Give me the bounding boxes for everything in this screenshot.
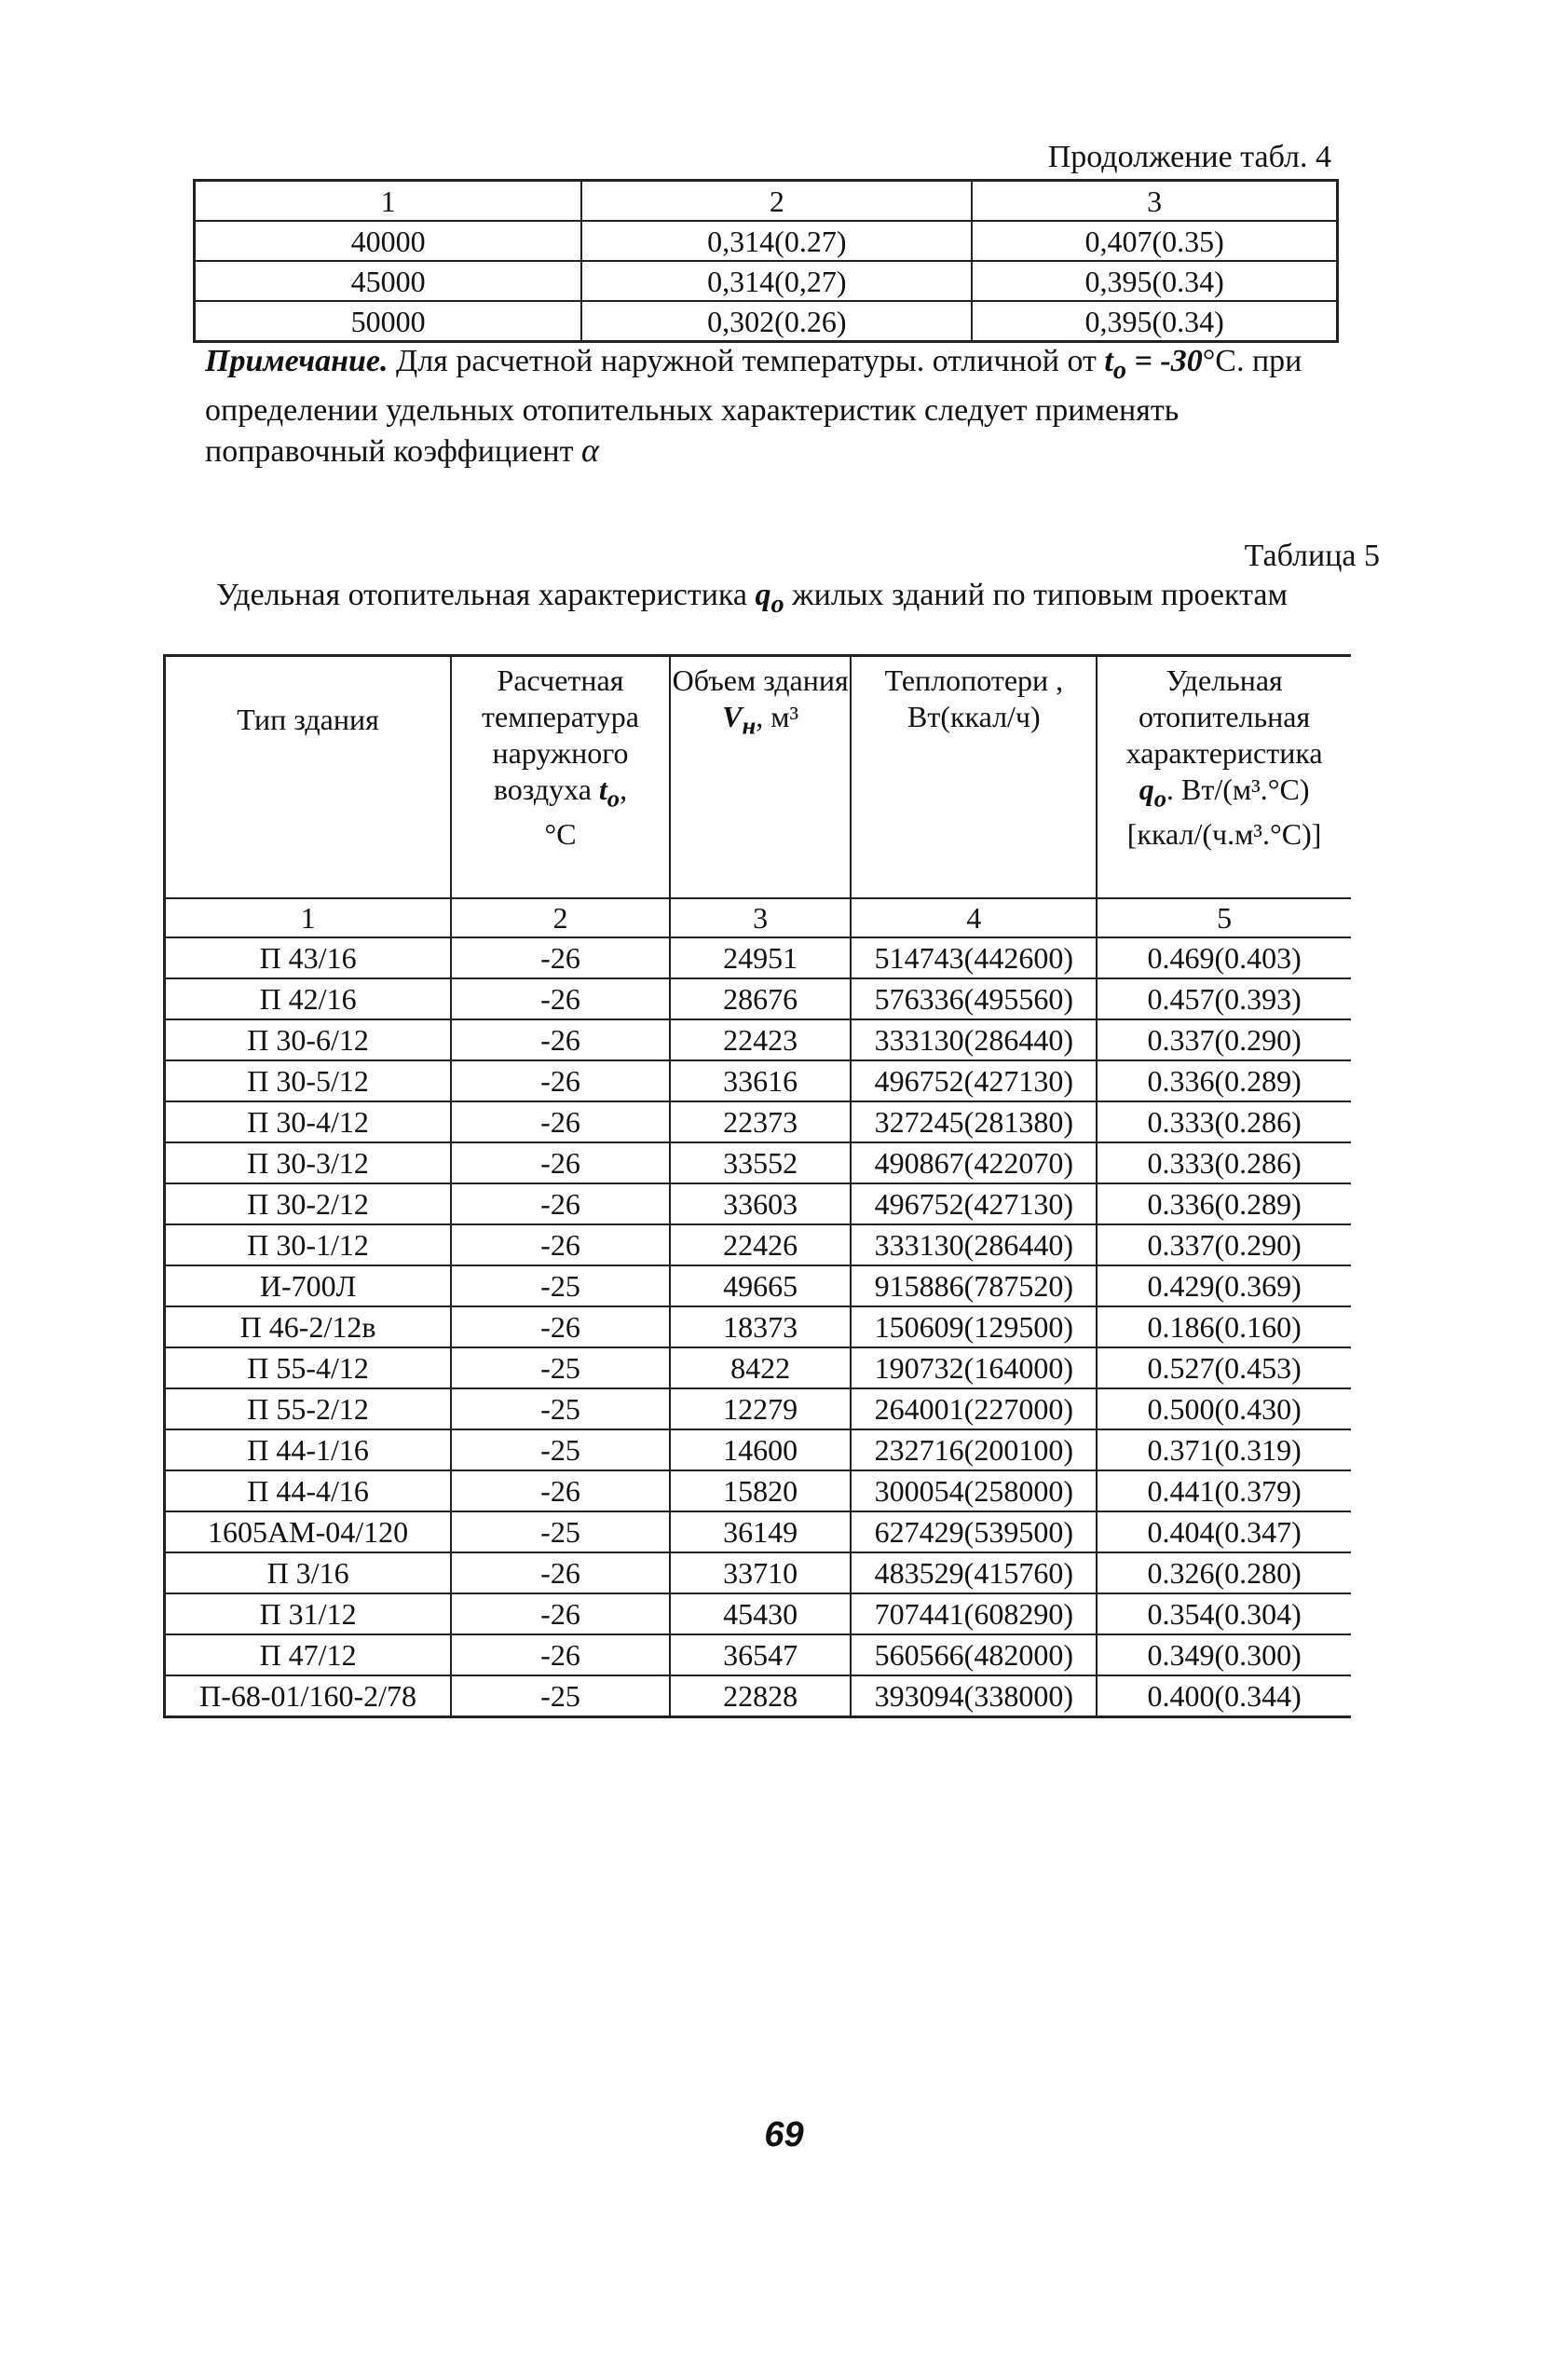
table-cell: 0,302(0.26) <box>581 301 972 342</box>
table-cell: П 3/16 <box>165 1552 452 1593</box>
table-cell: П 46-2/12в <box>165 1306 452 1347</box>
table-cell: 0.457(0.393) <box>1097 978 1351 1019</box>
table-cell: 50000 <box>195 301 582 342</box>
table-row <box>165 1429 1352 1470</box>
header-text: Удельная отопительная характеристика <box>1125 663 1323 770</box>
table-cell: -26 <box>451 1470 670 1511</box>
table-cell: 45000 <box>195 261 582 301</box>
table-cell: 915886(787520) <box>851 1265 1097 1306</box>
header-specific-heating-characteristic <box>1097 656 1351 899</box>
table-cell: 33616 <box>670 1060 852 1101</box>
table-cell: 560566(482000) <box>851 1634 1097 1675</box>
table-cell: П 42/16 <box>165 978 452 1019</box>
table-row <box>165 1634 1352 1675</box>
table-cell: 36149 <box>670 1511 852 1552</box>
note-value: = -30 <box>1126 344 1203 378</box>
header-building-type: Тип здания <box>165 656 452 899</box>
table-cell: И-700Л <box>165 1265 452 1306</box>
table-cell: П 30-3/12 <box>165 1142 452 1183</box>
table-row <box>165 1347 1352 1388</box>
table-cell: 22373 <box>670 1101 852 1142</box>
table-row <box>165 1060 1352 1101</box>
table-cell: 300054(258000) <box>851 1470 1097 1511</box>
table-cell: -25 <box>451 1265 670 1306</box>
table-row <box>195 301 1338 342</box>
table-4-note <box>205 341 1351 472</box>
header-outdoor-temperature: Расчетная температура наружного воздуха $t_o$, °С <box>451 656 670 899</box>
table-row <box>165 1142 1352 1183</box>
table-cell: -26 <box>451 1306 670 1347</box>
table-4-continuation <box>193 179 1339 343</box>
table-cell: 14600 <box>670 1429 852 1470</box>
table-cell: 0.527(0.453) <box>1097 1347 1351 1388</box>
table-cell: 12279 <box>670 1388 852 1429</box>
table-cell: 0,395(0.34) <box>972 261 1337 301</box>
table-cell: -26 <box>451 978 670 1019</box>
column-number: 1 <box>165 898 452 937</box>
table-cell: 496752(427130) <box>851 1183 1097 1224</box>
table-row <box>165 1388 1352 1429</box>
table-cell: 514743(442600) <box>851 937 1097 978</box>
header-text: Расчетная температура наружного воздуха <box>482 663 639 806</box>
table-cell: -25 <box>451 1511 670 1552</box>
table-cell: 45430 <box>670 1593 852 1634</box>
table-cell: -25 <box>451 1388 670 1429</box>
table-cell: 0.469(0.403) <box>1097 937 1351 978</box>
table-cell: 1605АМ-04/120 <box>165 1511 452 1552</box>
table-cell: 33552 <box>670 1142 852 1183</box>
table-row <box>165 937 1352 978</box>
table-cell: 22423 <box>670 1019 852 1060</box>
page-number: 69 <box>764 2115 804 2154</box>
table-row <box>165 1224 1352 1265</box>
table-cell: 0.500(0.430) <box>1097 1388 1351 1429</box>
table-cell: П 31/12 <box>165 1593 452 1634</box>
table-cell: 333130(286440) <box>851 1224 1097 1265</box>
table-cell: -26 <box>451 1060 670 1101</box>
table-cell: 0.337(0.290) <box>1097 1224 1351 1265</box>
table-cell: -26 <box>451 937 670 978</box>
table-cell: 0.400(0.344) <box>1097 1675 1351 1717</box>
table-row <box>165 1019 1352 1060</box>
table-cell: 0.349(0.300) <box>1097 1634 1351 1675</box>
note-symbol: t <box>1104 344 1113 378</box>
table-5-number: Таблица 5 <box>1244 539 1380 573</box>
table-cell: 49665 <box>670 1265 852 1306</box>
table-cell: 576336(495560) <box>851 978 1097 1019</box>
table-5-title <box>216 578 1353 620</box>
table-row <box>165 1511 1352 1552</box>
table-cell: -26 <box>451 1142 670 1183</box>
table-cell: 0,314(0.27) <box>581 221 972 261</box>
table-row <box>195 221 1338 261</box>
column-number-row <box>165 898 1352 937</box>
table-row <box>165 1675 1352 1717</box>
header-symbol: V <box>722 700 743 733</box>
table-cell: -26 <box>451 1183 670 1224</box>
table-5-header-row <box>165 656 1352 899</box>
table-cell: 0.336(0.289) <box>1097 1060 1351 1101</box>
table-cell: 264001(227000) <box>851 1388 1097 1429</box>
table-cell: 28676 <box>670 978 852 1019</box>
table-row <box>165 1183 1352 1224</box>
table-cell: -26 <box>451 1101 670 1142</box>
table-cell: 0.371(0.319) <box>1097 1429 1351 1470</box>
table-cell: 0,395(0.34) <box>972 301 1337 342</box>
table-cell: -25 <box>451 1429 670 1470</box>
table-cell: 0.354(0.304) <box>1097 1593 1351 1634</box>
table-cell: П 30-2/12 <box>165 1183 452 1224</box>
title-subscript: o <box>770 589 784 619</box>
table-cell: 707441(608290) <box>851 1593 1097 1634</box>
table-cell: 33710 <box>670 1552 852 1593</box>
title-text: Удельная отопительная характеристика <box>216 578 756 612</box>
note-subscript: o <box>1112 355 1126 385</box>
table-row <box>165 978 1352 1019</box>
table-cell: П 30-4/12 <box>165 1101 452 1142</box>
table-cell: -25 <box>451 1347 670 1388</box>
table-cell: П 30-5/12 <box>165 1060 452 1101</box>
table-cell: 232716(200100) <box>851 1429 1097 1470</box>
table-cell: 8422 <box>670 1347 852 1388</box>
note-text: Для расчетной наружной температуры. отличной от <box>388 344 1105 378</box>
table-row <box>165 1265 1352 1306</box>
table-cell: 24951 <box>670 937 852 978</box>
table-cell: 22426 <box>670 1224 852 1265</box>
table-cell: -26 <box>451 1593 670 1634</box>
table-cell: -25 <box>451 1675 670 1717</box>
header-unit: °С <box>544 817 577 852</box>
table-cell: 0.333(0.286) <box>1097 1101 1351 1142</box>
table-cell: 190732(164000) <box>851 1347 1097 1388</box>
table-cell: 22828 <box>670 1675 852 1717</box>
header-symbol: t <box>598 772 607 806</box>
table-cell: 627429(539500) <box>851 1511 1097 1552</box>
table-cell: 1 <box>195 181 582 222</box>
header-unit: . Вт/(м³.°С) [ккал/(ч.м³.°С)] <box>1126 772 1322 852</box>
table-cell: 327245(281380) <box>851 1101 1097 1142</box>
continuation-caption: Продолжение табл. 4 <box>1047 140 1331 174</box>
table-cell: 2 <box>581 181 972 222</box>
table-cell: -26 <box>451 1224 670 1265</box>
table-row <box>165 1306 1352 1347</box>
table-cell: П 30-1/12 <box>165 1224 452 1265</box>
table-cell: П 30-6/12 <box>165 1019 452 1060</box>
title-symbol: q <box>755 578 771 612</box>
column-number: 5 <box>1097 898 1351 937</box>
table-cell: 0.333(0.286) <box>1097 1142 1351 1183</box>
table-cell: 15820 <box>670 1470 852 1511</box>
table-header-row <box>195 181 1338 222</box>
table-cell: П 55-4/12 <box>165 1347 452 1388</box>
note-text-after: °С. при определении удельных отопительных характеристик следует применять поправочный коэффициент <box>205 344 1302 469</box>
header-subscript: o <box>1153 784 1167 813</box>
table-cell: 483529(415760) <box>851 1552 1097 1593</box>
alpha-symbol: α <box>580 431 599 469</box>
header-heat-losses: Теплопотери , Вт(ккал/ч) <box>851 656 1097 899</box>
table-cell: 150609(129500) <box>851 1306 1097 1347</box>
table-cell: 36547 <box>670 1634 852 1675</box>
table-cell: -26 <box>451 1634 670 1675</box>
table-row <box>165 1552 1352 1593</box>
header-symbol: q <box>1139 772 1154 806</box>
table-cell: 0.336(0.289) <box>1097 1183 1351 1224</box>
table-cell: 3 <box>972 181 1337 222</box>
header-unit: , м³ <box>756 700 799 733</box>
note-label: Примечание. <box>205 344 389 378</box>
column-number: 4 <box>851 898 1097 937</box>
table-cell: 0.441(0.379) <box>1097 1470 1351 1511</box>
column-number: 2 <box>451 898 670 937</box>
table-cell: 33603 <box>670 1183 852 1224</box>
table-cell: 0,407(0.35) <box>972 221 1337 261</box>
table-cell: П 47/12 <box>165 1634 452 1675</box>
table-cell: 333130(286440) <box>851 1019 1097 1060</box>
table-row <box>195 261 1338 301</box>
table-cell: -26 <box>451 1019 670 1060</box>
title-text-after: жилых зданий по типовым проектам <box>784 578 1288 612</box>
table-row <box>165 1593 1352 1634</box>
column-number: 3 <box>670 898 852 937</box>
header-text: Объем здания <box>672 663 849 697</box>
header-subscript: o <box>607 784 620 813</box>
table-cell: 0.429(0.369) <box>1097 1265 1351 1306</box>
table-cell: 40000 <box>195 221 582 261</box>
table-cell: 490867(422070) <box>851 1142 1097 1183</box>
table-cell: 18373 <box>670 1306 852 1347</box>
table-cell: 393094(338000) <box>851 1675 1097 1717</box>
table-cell: 0.186(0.160) <box>1097 1306 1351 1347</box>
table-cell: 0.337(0.290) <box>1097 1019 1351 1060</box>
table-cell: П 43/16 <box>165 937 452 978</box>
table-cell: П 55-2/12 <box>165 1388 452 1429</box>
table-cell: 496752(427130) <box>851 1060 1097 1101</box>
table-cell: -26 <box>451 1552 670 1593</box>
table-cell: П-68-01/160-2/78 <box>165 1675 452 1717</box>
table-row <box>165 1470 1352 1511</box>
table-5 <box>163 654 1351 1718</box>
table-cell: П 44-1/16 <box>165 1429 452 1470</box>
header-building-volume <box>670 656 852 899</box>
table-cell: П 44-4/16 <box>165 1470 452 1511</box>
table-row <box>165 1101 1352 1142</box>
table-cell: 0.404(0.347) <box>1097 1511 1351 1552</box>
table-cell: 0,314(0,27) <box>581 261 972 301</box>
table-cell: 0.326(0.280) <box>1097 1552 1351 1593</box>
header-subscript: н <box>742 711 757 740</box>
